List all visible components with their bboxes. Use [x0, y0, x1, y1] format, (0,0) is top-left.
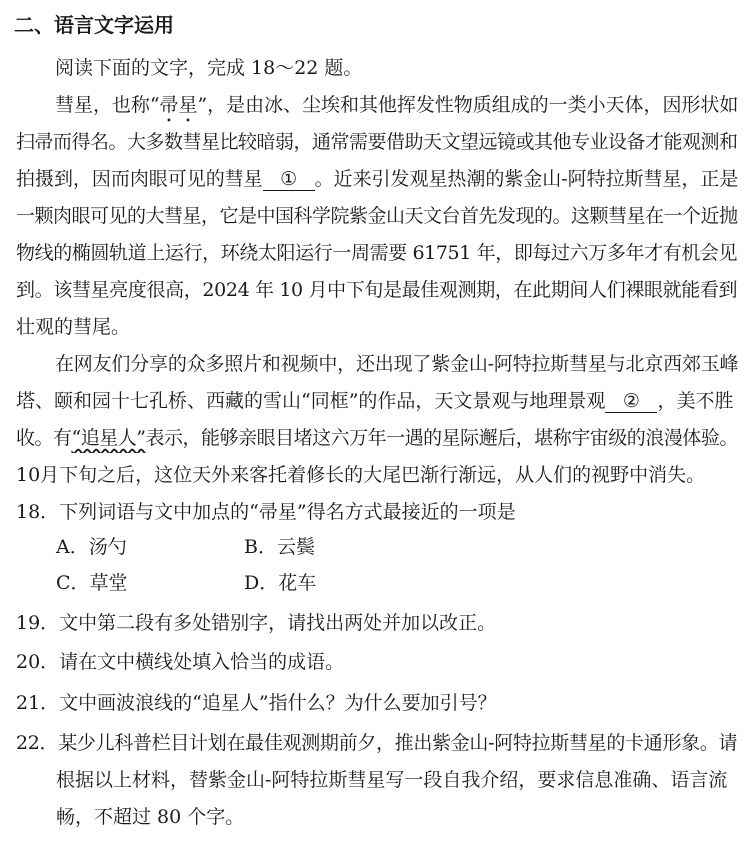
question-21: 21．文中画波浪线的“追星人”指什么？为什么要加引号？ — [16, 692, 497, 714]
blank-1: ① — [263, 168, 315, 191]
passage-line: 10月下旬之后，这位天外来客托着修长的大尾巴渐行渐远，从人们的视野中消失。 — [16, 464, 706, 486]
question-20: 20．请在文中横线处填入恰当的成语。 — [16, 651, 345, 673]
option-a: A．汤勺 — [56, 536, 127, 558]
question-22-continued: 畅，不超过 80 个字。 — [56, 806, 245, 828]
option-d: D．花车 — [244, 572, 317, 594]
option-b: B．云鬓 — [244, 536, 315, 558]
passage-line: 一颗肉眼可见的大彗星，它是中国科学院紫金山天文台首先发现的。这颗彗星在一个近抛 — [16, 205, 738, 227]
blank-2: ② — [605, 390, 657, 413]
dotted-word: 帚星 — [159, 94, 198, 116]
passage-line: 在网友们分享的众多照片和视频中，还出现了紫金山-阿特拉斯彗星与北京西郊玉峰 — [55, 353, 738, 375]
passage-line: 扫帚而得名。大多数彗星比较暗弱，通常需要借助天文望远镜或其他专业设备才能观测和 — [16, 131, 738, 153]
question-22-continued: 根据以上材料，替紫金山-阿特拉斯彗星写一段自我介绍，要求信息准确、语言流 — [56, 769, 728, 791]
question-19: 19．文中第二段有多处错别字，请找出两处并加以改正。 — [16, 612, 497, 634]
passage-line: 壮观的彗尾。 — [16, 316, 131, 338]
passage-line: 塔、颐和园十七孔桥、西藏的雪山“同框”的作品，天文景观与地理景观 ② ，美不胜 — [16, 390, 734, 412]
wavy-underlined-term: “追星人” — [71, 427, 146, 449]
passage-line: 物线的椭圆轨道上运行，环绕太阳运行一周需要 61751 年，即每过六万多年才有机会见 — [16, 242, 738, 264]
section-title: 二、语言文字运用 — [14, 13, 174, 37]
passage-line: 彗星，也称“帚星”，是由冰、尘埃和其他挥发性物质组成的一类小天体，因形状如 — [55, 94, 738, 116]
question-18: 18．下列词语与文中加点的“帚星”得名方式最接近的一项是 — [16, 501, 516, 523]
passage-line: 收。有“追星人”表示，能够亲眼目堵这六万年一遇的星际邂后，堪称宇宙级的浪漫体验。 — [16, 427, 738, 449]
passage-intro: 阅读下面的文字，完成 18～22 题。 — [55, 57, 363, 79]
option-c: C．草堂 — [56, 572, 128, 594]
passage-line: 到。该彗星亮度很高，2024 年 10 月中下旬是最佳观测期，在此期间人们裸眼就能看到 — [16, 279, 738, 301]
passage-line: 拍摄到，因而肉眼可见的彗星 ① 。近来引发观星热潮的紫金山-阿特拉斯彗星，正是 — [16, 168, 738, 190]
question-22: 22．某少儿科普栏目计划在最佳观测期前夕，推出紫金山-阿特拉斯彗星的卡通形象。请 — [16, 732, 738, 754]
